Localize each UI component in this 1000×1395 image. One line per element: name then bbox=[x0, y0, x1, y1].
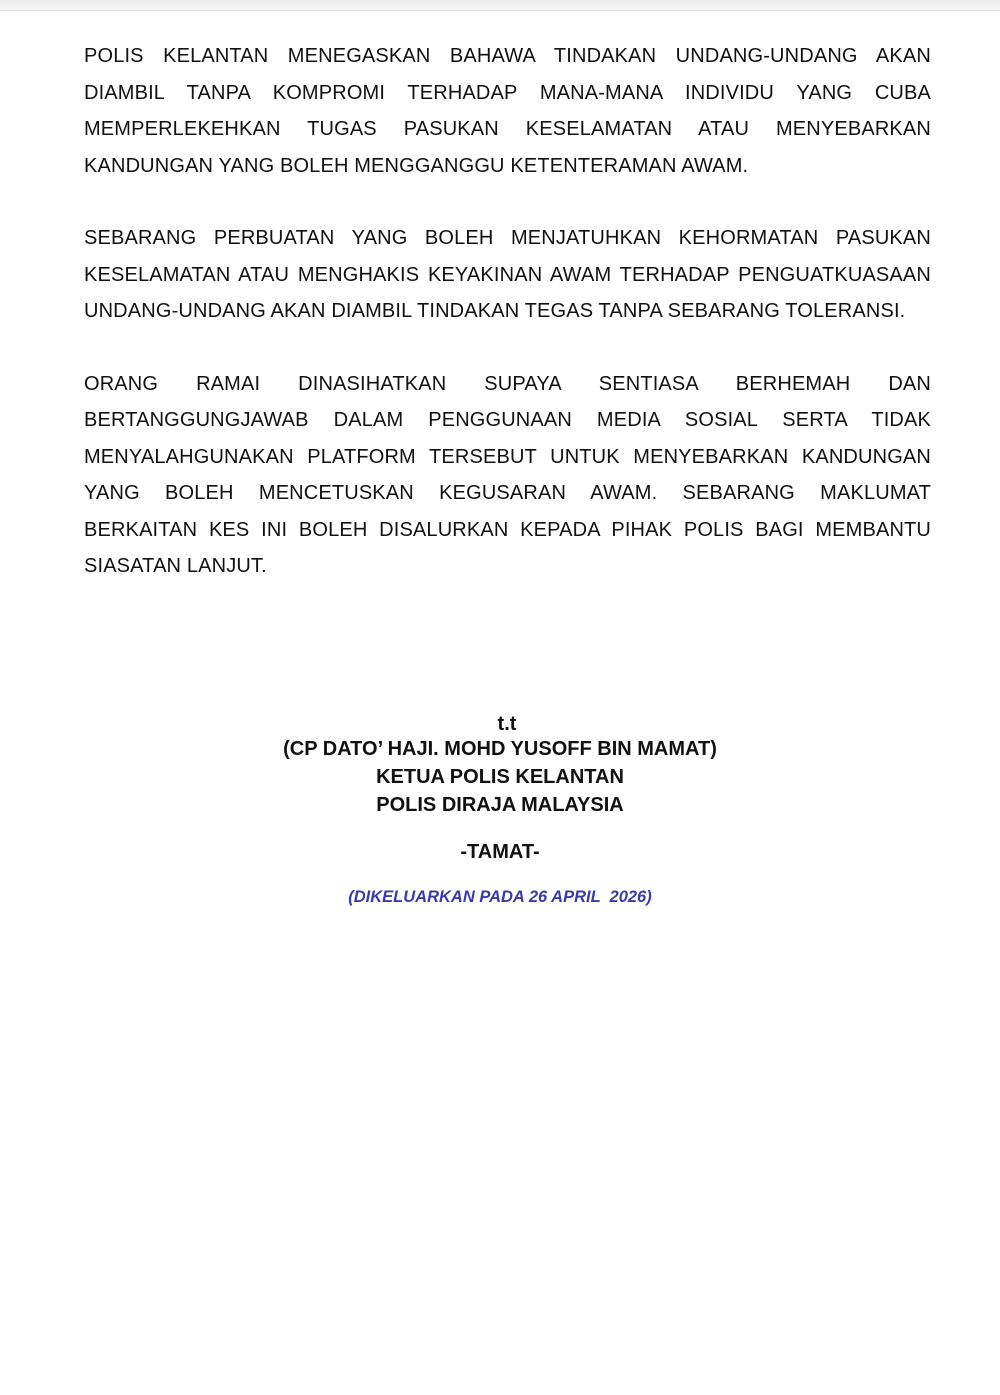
signatory-name: (CP DATO’ HAJI. MOHD YUSOFF BIN MAMAT) bbox=[283, 738, 717, 760]
page-top-edge bbox=[0, 0, 1000, 11]
document-body bbox=[84, 38, 931, 585]
end-mark: -TAMAT- bbox=[460, 841, 540, 863]
signatory-organization: POLIS DIRAJA MALAYSIA bbox=[376, 794, 624, 816]
issued-date-note: (DIKELUARKAN PADA 26 APRIL 2026) bbox=[348, 888, 652, 906]
signature-block bbox=[0, 710, 1000, 819]
paragraph-legal-action: POLIS KELANTAN MENEGASKAN BAHAWA TINDAKAN UNDANG-UNDANG AKAN DIAMBIL TANPA KOMPROMI TERHADAP MANA-MANA INDIVIDU YANG CUBA MEMPERLEKEHKAN TUGAS PASUKAN KESELAMATAN ATAU MENYEBARKAN KANDUNGAN YANG BOLEH MENGGANGGU KETENTERAMAN AWAM. bbox=[84, 45, 931, 177]
signatory-position: KETUA POLIS KELANTAN bbox=[376, 766, 624, 788]
paragraph-no-tolerance: SEBARANG PERBUATAN YANG BOLEH MENJATUHKAN KEHORMATAN PASUKAN KESELAMATAN ATAU MENGHAKIS KEYAKINAN AWAM TERHADAP PENGUATKUASAAN UNDANG-UNDANG AKAN DIAMBIL TINDAKAN TEGAS TANPA SEBARANG TOLERANSI. bbox=[84, 227, 931, 322]
signature-mark: t.t bbox=[497, 713, 517, 735]
paragraph-public-advice: ORANG RAMAI DINASIHATKAN SUPAYA SENTIASA BERHEMAH DAN BERTANGGUNGJAWAB DALAM PENGGUNAAN MEDIA SOSIAL SERTA TIDAK MENYALAHGUNAKAN PLATFORM TERSEBUT UNTUK MENYEBARKAN KANDUNGAN YANG BOLEH MENCETUSKAN KEGUSARAN AWAM. SEBARANG MAKLUMAT BERKAITAN KES INI BOLEH DISALURKAN KEPADA PIHAK POLIS BAGI MEMBANTU SIASATAN LANJUT. bbox=[84, 372, 931, 577]
